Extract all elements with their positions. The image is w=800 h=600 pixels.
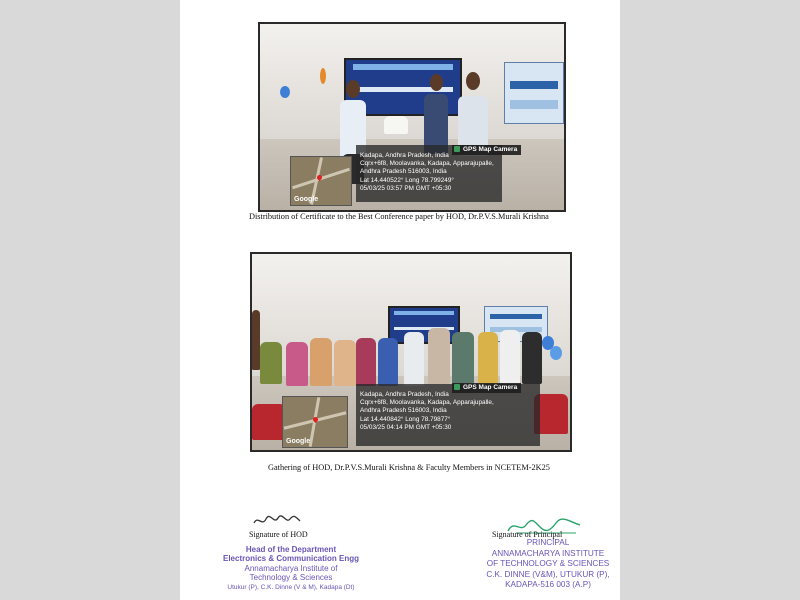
hod-stamp-line: Annamacharya Institute of — [244, 563, 338, 573]
hod-stamp-line: Utukur (P), C.K. Dinne (V & M), Kadapa (Dt) — [227, 583, 355, 591]
hod-signature-scribble — [252, 513, 302, 529]
door — [252, 310, 260, 370]
faculty-member — [452, 332, 474, 384]
certificate — [384, 116, 408, 134]
gps-address-line: Cqrx+6f8, Moolavanka, Kadapa, Apparajupalle, — [360, 160, 494, 168]
principal-stamp-line: PRINCIPAL — [526, 538, 570, 547]
map-thumbnail — [290, 156, 352, 206]
faculty-member — [356, 338, 376, 386]
gps-map-camera-badge — [452, 145, 521, 155]
faculty-member — [334, 340, 356, 386]
red-chair — [252, 404, 286, 440]
gps-address-line: Andhra Pradesh 516003, India — [360, 407, 447, 415]
balloon — [550, 346, 562, 360]
gps-badge-label: GPS Map Camera — [463, 384, 518, 391]
photo2-caption: Gathering of HOD, Dr.P.V.S.Murali Krishna & Faculty Members in NCETEM-2K25 — [268, 463, 550, 472]
hod-stamp-line: Electronics & Communication Engg — [222, 554, 359, 564]
google-logo: Google — [286, 438, 311, 445]
faculty-member — [260, 342, 282, 384]
principal-stamp-line: KADAPA-516 003 (A.P) — [505, 580, 591, 589]
person-faculty-head — [466, 72, 480, 90]
gps-timestamp: 05/03/25 03:57 PM GMT +05:30 — [360, 184, 452, 192]
gps-address-line: Andhra Pradesh 516003, India — [360, 168, 447, 176]
faculty-member — [310, 338, 332, 386]
faculty-member — [478, 332, 498, 384]
principal-stamp-line: ANNAMACHARYA INSTITUTE — [491, 548, 605, 558]
decoration — [320, 68, 326, 84]
hod-signature-label: Signature of HOD — [249, 530, 308, 539]
balloon — [280, 86, 290, 98]
faculty-member — [404, 332, 424, 386]
conference-banner — [504, 62, 564, 124]
faculty-member — [522, 332, 542, 384]
hod-stamp-line: Technology & Sciences — [249, 573, 333, 583]
gps-info-panel — [356, 384, 540, 446]
person-hod-head — [346, 80, 360, 98]
principal-stamp-line: OF TECHNOLOGY & SCIENCES — [486, 559, 610, 568]
hod-stamp-line: Head of the Department — [245, 545, 337, 554]
gps-camera-icon — [454, 384, 460, 390]
gps-coordinates: Lat 14.440842° Long 78.79877° — [360, 415, 451, 423]
gps-location-line: Kadapa, Andhra Pradesh, India — [360, 152, 449, 159]
gps-map-camera-badge — [452, 383, 521, 393]
principal-signature-label: Signature of Principal — [492, 530, 563, 539]
faculty-member — [378, 338, 398, 386]
document-page — [180, 0, 620, 600]
faculty-member — [286, 342, 308, 386]
faculty-member — [428, 328, 450, 384]
person-recipient-head — [430, 74, 443, 91]
faculty-gathering-photo — [250, 252, 572, 452]
map-thumbnail — [282, 396, 348, 448]
faculty-member — [500, 330, 520, 384]
gps-coordinates: Lat 14.440522° Long 78.799249° — [360, 176, 454, 184]
gps-badge-label: GPS Map Camera — [463, 146, 518, 153]
gps-camera-icon — [454, 146, 460, 152]
google-logo: Google — [294, 196, 319, 203]
certificate-distribution-photo — [258, 22, 566, 212]
principal-stamp-line: C.K. DINNE (V&M), UTUKUR (P), — [486, 569, 610, 579]
gps-location-line: Kadapa, Andhra Pradesh, India — [360, 391, 449, 398]
principal-stamp — [478, 538, 618, 591]
photo1-caption: Distribution of Certificate to the Best Conference paper by HOD, Dr.P.V.S.Murali Krishna — [249, 212, 549, 221]
hod-stamp — [218, 545, 364, 592]
gps-timestamp: 05/03/25 04:14 PM GMT +05:30 — [360, 423, 452, 431]
gps-address-line: Cqrx+6f8, Moolavanka, Kadapa, Apparajupalle, — [360, 399, 494, 407]
